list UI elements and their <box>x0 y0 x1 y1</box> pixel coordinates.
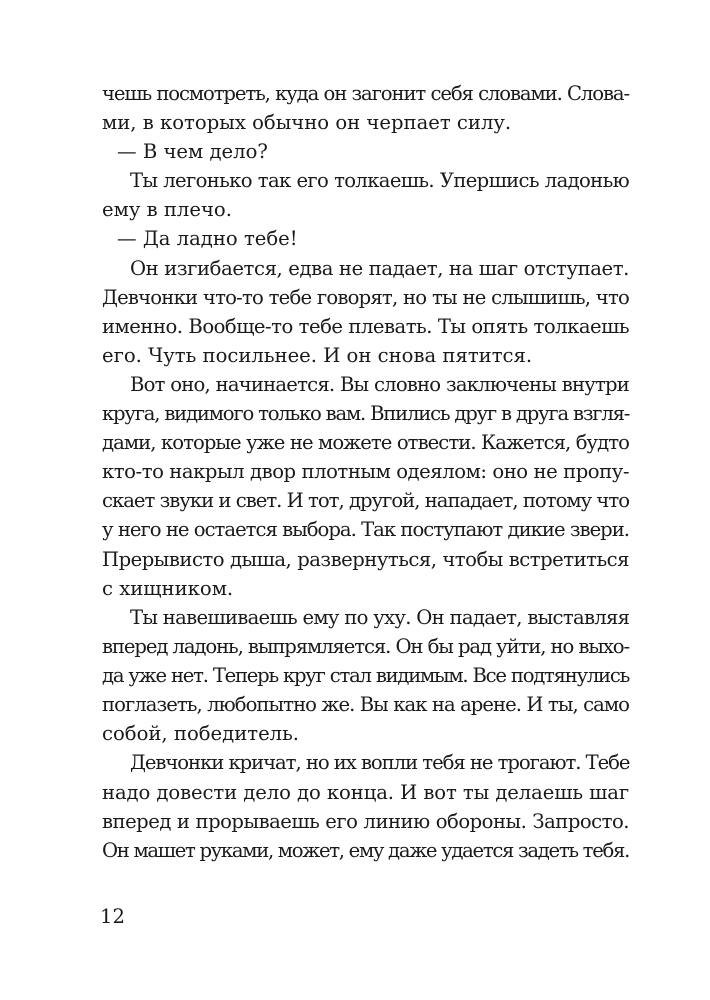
page-number: 12 <box>100 905 125 928</box>
text-line: Прерывисто дыша, развернуться, чтобы встретиться <box>102 548 629 571</box>
text-line: кто-то накрыл двор плотным одеялом: оно не пропу- <box>102 460 629 483</box>
dialogue-line: — В чем дело? <box>117 140 268 163</box>
text-line: с хищником. <box>102 577 234 600</box>
text-line: собой, победитель. <box>102 722 300 745</box>
text-line: да уже нет. Теперь круг стал видимым. Все подтянулись <box>102 664 629 687</box>
text-line: Он машет руками, может, ему даже удается задеть тебя. <box>102 839 630 862</box>
text-line: ми, в которых обычно он черпает силу. <box>102 111 512 134</box>
paragraph-first-line: Вот оно, начинается. Вы словно заключены внутри <box>130 373 629 396</box>
text-line: скает звуки и свет. И тот, другой, нападает, потому что <box>102 489 629 512</box>
text-line: поглазеть, любопытно же. Вы как на арене. И ты, само <box>102 693 629 716</box>
text-line: его. Чуть посильнее. И он снова пятится. <box>102 344 533 367</box>
paragraph-first-line: Ты навешиваешь ему по уху. Он падает, выставляя <box>130 606 630 629</box>
dialogue-line: — Да ладно тебе! <box>117 227 298 250</box>
paragraph-first-line: Он изгибается, едва не падает, на шаг отступает. <box>130 257 629 280</box>
text-line: вперед ладонь, выпрямляется. Он бы рад уйти, но выхо- <box>102 635 629 658</box>
text-line: ему в плечо. <box>102 198 232 221</box>
text-line: круга, видимого только вам. Впились друг в друга взгля- <box>102 402 630 425</box>
text-line: дами, которые уже не можете отвести. Кажется, будто <box>102 431 629 454</box>
paragraph-first-line: Девчонки кричат, но их вопли тебя не трогают. Тебе <box>130 751 630 774</box>
text-line: именно. Вообще-то тебе плевать. Ты опять толкаешь <box>102 315 629 338</box>
paragraph-first-line: Ты легонько так его толкаешь. Упершись ладонью <box>130 169 629 192</box>
text-line: вперед и прорываешь его линию обороны. Запросто. <box>102 810 629 833</box>
text-line: у него не остается выбора. Так поступают дикие звери. <box>102 518 629 541</box>
text-line: надо довести дело до конца. И вот ты делаешь шаг <box>102 781 629 804</box>
text-line: чешь посмотреть, куда он загонит себя словами. Слова- <box>102 82 629 105</box>
text-line: Девчонки что-то тебе говорят, но ты не слышишь, что <box>102 286 629 309</box>
